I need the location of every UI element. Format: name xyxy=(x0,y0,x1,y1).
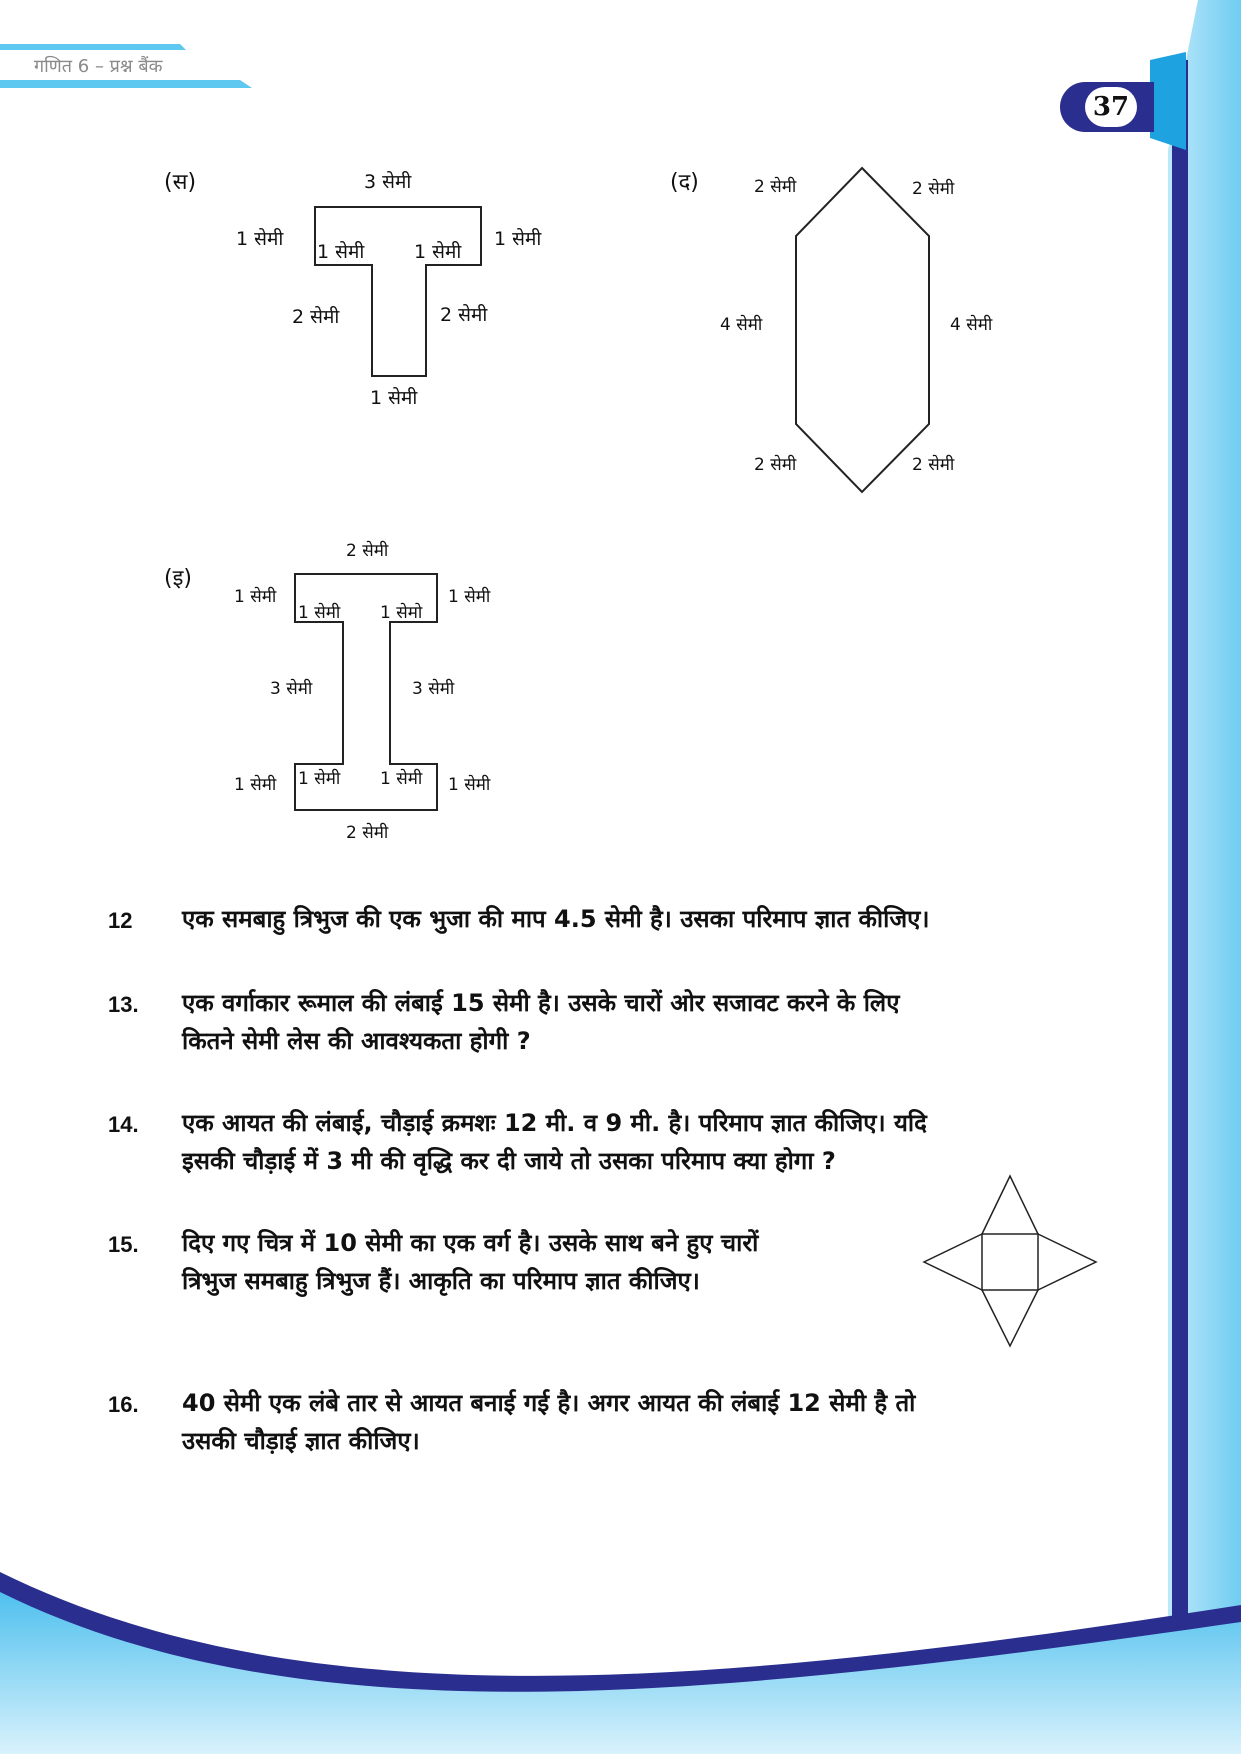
figure-i-label-bottom-left-outer: 1 सेमी xyxy=(234,775,277,795)
figure-da-label-right: 4 सेमी xyxy=(950,315,993,335)
question-12-number: 12 xyxy=(108,908,133,933)
figure-sa-label-stem-right: 2 सेमी xyxy=(440,304,488,326)
question-14-number: 14. xyxy=(108,1112,139,1137)
figure-sa-label-stem-left: 2 सेमी xyxy=(292,306,340,328)
figure-da-label-left: 4 सेमी xyxy=(720,315,763,335)
question-13-number: 13. xyxy=(108,992,139,1017)
figure-i-label-bottom: 2 सेमी xyxy=(346,823,389,843)
question-15-line-1: दिए गए चित्र में 10 सेमी का एक वर्ग है। उसके साथ बने हुए चारों xyxy=(182,1229,759,1257)
question-15-number: 15. xyxy=(108,1232,139,1257)
page-number: 37 xyxy=(1085,87,1137,127)
figure-i-label-bottom-left-inner: 1 सेमी xyxy=(298,769,341,789)
question-14-line-1: एक आयत की लंबाई, चौड़ाई क्रमशः 12 मी. व 9 मी. है। परिमाप ज्ञात कीजिए। यदि xyxy=(182,1109,927,1137)
figure-sa-label-right-inner: 1 सेमी xyxy=(414,241,462,263)
figure-da-label-top-left: 2 सेमी xyxy=(754,177,797,197)
figure-da-label-bottom-right: 2 सेमी xyxy=(912,455,955,475)
figure-sa-letter: (स) xyxy=(164,170,197,195)
figure-i-label-top-right-inner: 1 सेमो xyxy=(380,603,423,623)
question-13-line-1: एक वर्गाकार रूमाल की लंबाई 15 सेमी है। उसके चारों ओर सजावट करने के लिए xyxy=(182,989,900,1017)
figure-i-label-top-left-inner: 1 सेमी xyxy=(298,603,341,623)
question-13-line-2: कितने सेमी लेस की आवश्यकता होगी ? xyxy=(182,1027,531,1055)
figure-i-label-bottom-right-outer: 1 सेमी xyxy=(448,775,491,795)
figure-i-label-top-right-outer: 1 सेमी xyxy=(448,587,491,607)
question-12-line-1: एक समबाहु त्रिभुज की एक भुजा की माप 4.5 सेमी है। उसका परिमाप ज्ञात कीजिए। xyxy=(182,905,930,933)
figure-sa-label-right-outer: 1 सेमी xyxy=(494,228,542,250)
figure-sa-label-bottom: 1 सेमी xyxy=(370,387,418,409)
question-16-line-1: 40 सेमी एक लंबे तार से आयत बनाई गई है। अगर आयत की लंबाई 12 सेमी है तो xyxy=(182,1389,916,1417)
figure-i-letter: (इ) xyxy=(164,566,192,591)
question-15-line-2: त्रिभुज समबाहु त्रिभुज हैं। आकृति का परिमाप ज्ञात कीजिए। xyxy=(182,1267,700,1295)
figure-da-letter: (द) xyxy=(670,170,699,195)
question-14-line-2: इसकी चौड़ाई में 3 मी की वृद्धि कर दी जाये तो उसका परिमाप क्या होगा ? xyxy=(182,1147,836,1175)
figure-i-label-top: 2 सेमी xyxy=(346,541,389,561)
question-16-text xyxy=(182,1384,1132,1460)
figure-sa-label-top: 3 सेमी xyxy=(364,171,412,193)
figure-i-label-stem-left: 3 सेमी xyxy=(270,679,313,699)
figure-i-label-top-left-outer: 1 सेमी xyxy=(234,587,277,607)
header-title: गणित 6 – प्रश्न बैंक xyxy=(34,56,163,77)
figure-da-label-bottom-left: 2 सेमी xyxy=(754,455,797,475)
figure-sa-label-left-inner: 1 सेमी xyxy=(317,241,365,263)
figure-da-label-top-right: 2 सेमी xyxy=(912,179,955,199)
figure-sa-label-left-outer: 1 सेमी xyxy=(236,228,284,250)
figure-i-label-stem-right: 3 सेमी xyxy=(412,679,455,699)
question-16-line-2: उसकी चौड़ाई ज्ञात कीजिए। xyxy=(182,1427,420,1455)
question-16-number: 16. xyxy=(108,1392,139,1417)
figure-i-label-bottom-right-inner: 1 सेमी xyxy=(380,769,423,789)
